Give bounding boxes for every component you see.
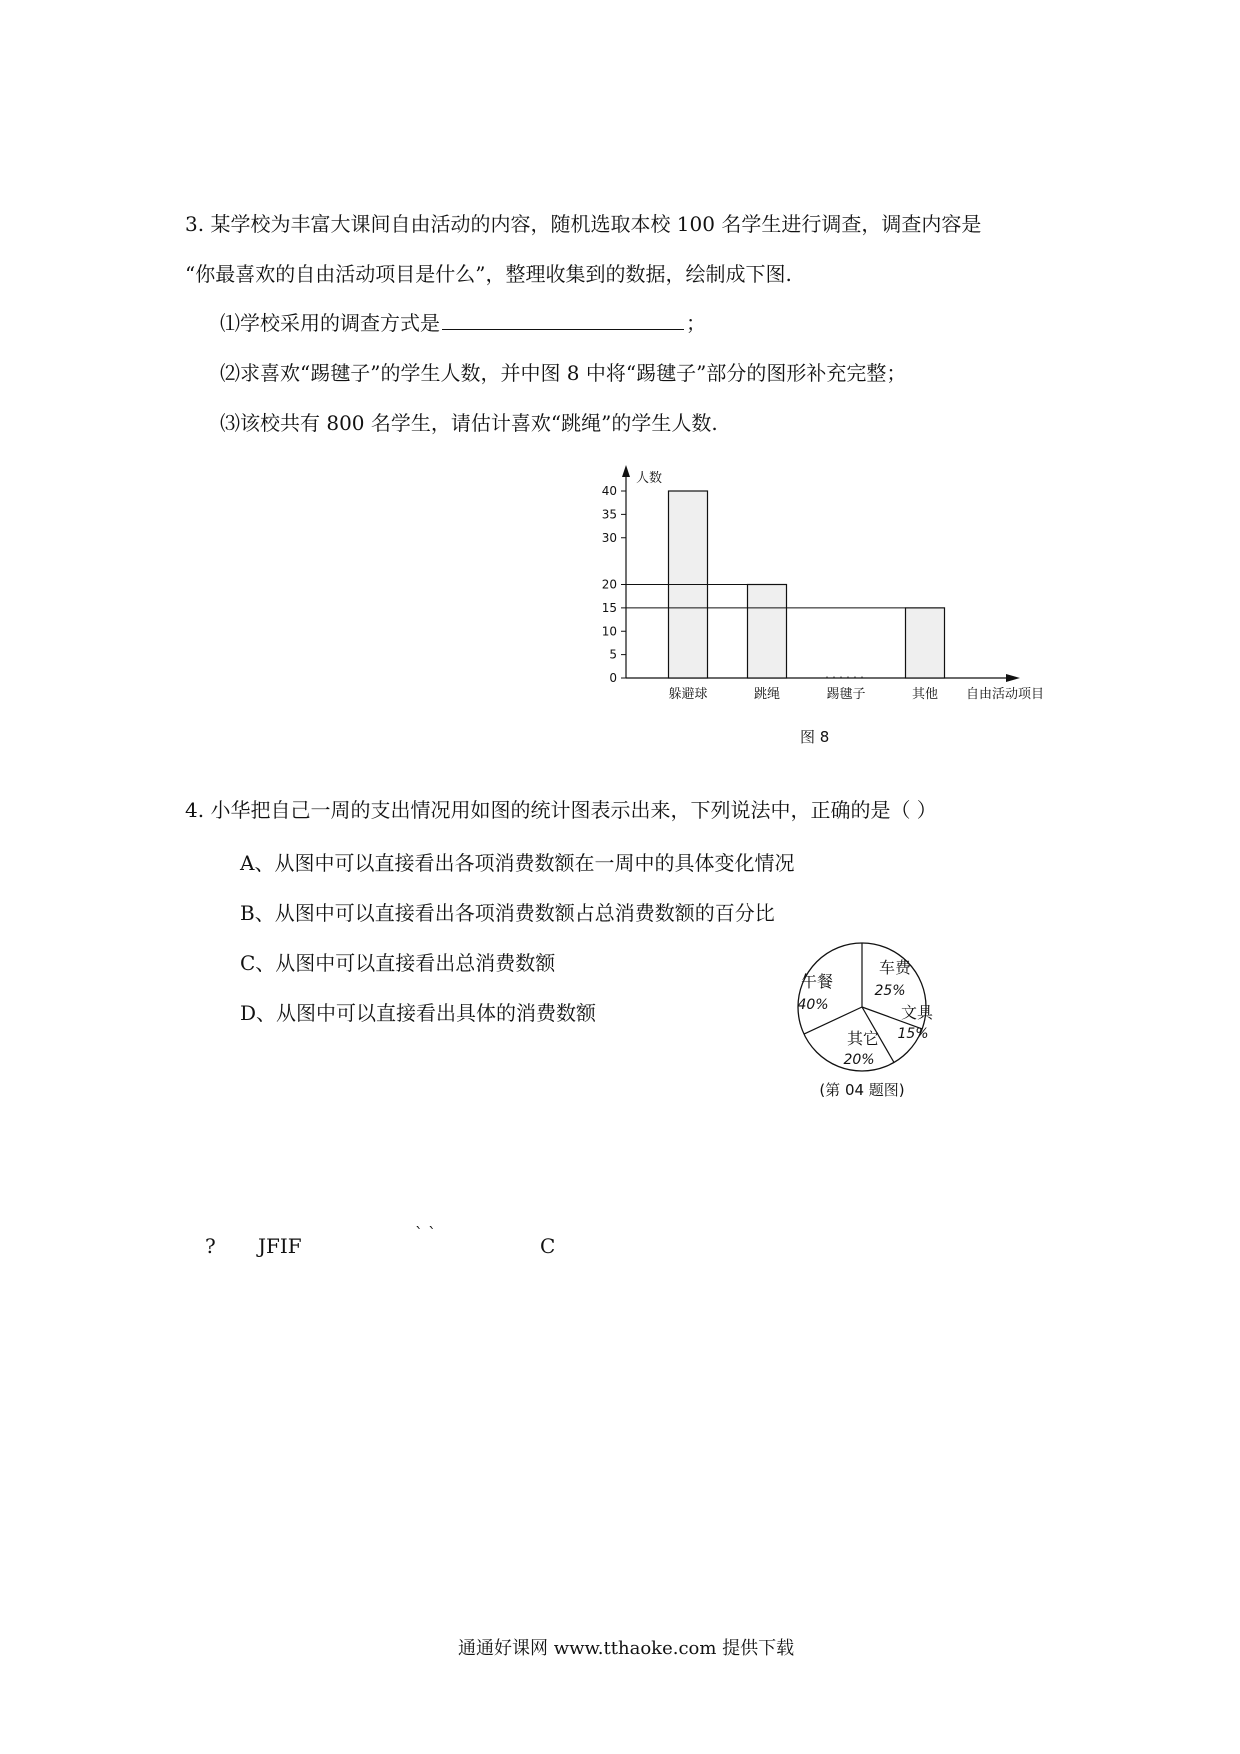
- pie-slice-label: 车费: [878, 958, 912, 977]
- y-tick-label: 35: [601, 507, 617, 522]
- q3-sub1-prefix: ⑴学校采用的调查方式是: [220, 311, 440, 335]
- category-label: 踢毽子: [826, 687, 866, 702]
- y-tick-label: 15: [601, 600, 617, 615]
- q3-line1: 3. 某学校为丰富大课间自由活动的内容，随机选取本校 100 名学生进行调查，调查内容是: [185, 212, 982, 236]
- artifact-question-mark: ?: [205, 1234, 216, 1258]
- q3-sub1: [220, 310, 706, 336]
- y-tick-label: 0: [609, 671, 617, 685]
- y-tick-label: 40: [601, 484, 617, 498]
- q4-option-d: D、从图中可以直接看出具体的消费数额: [240, 1001, 597, 1025]
- bar: [748, 585, 787, 679]
- y-tick-label: 30: [601, 530, 617, 545]
- pie-slice-value: 40%: [797, 997, 829, 1013]
- q3-sub1-suffix: ；: [686, 311, 706, 335]
- y-axis-label: 人数: [636, 471, 663, 486]
- pie-slice-value: 15%: [897, 1026, 929, 1042]
- artifact-ticks: ` `: [415, 1224, 437, 1243]
- category-label: 躲避球: [668, 687, 708, 702]
- bar: [906, 608, 945, 678]
- q3-line2: “你最喜欢的自由活动项目是什么”，整理收集到的数据，绘制成下图.: [185, 262, 792, 286]
- pie-slice-value: 20%: [843, 1052, 875, 1068]
- artifact-c: C: [540, 1234, 556, 1258]
- q4-option-b: B、从图中可以直接看出各项消费数额占总消费数额的百分比: [240, 901, 775, 925]
- artifact-jfif: JFIF: [258, 1234, 302, 1258]
- pie-slice-value: 25%: [874, 983, 906, 999]
- y-tick-label: 5: [609, 647, 617, 662]
- q4-stem: 4. 小华把自己一周的支出情况用如图的统计图表示出来，下列说法中，正确的是（ ）: [185, 798, 937, 822]
- q4-option-a: A、从图中可以直接看出各项消费数额在一周中的具体变化情况: [240, 851, 795, 875]
- figure-caption: 图 8: [800, 728, 830, 746]
- pie-slice-label: 午餐: [800, 972, 834, 991]
- pie-slice-label: 文具: [900, 1003, 934, 1022]
- pie-chart: [790, 935, 990, 1125]
- q3-sub2: ⑵求喜欢“踢毽子”的学生人数，并中图 8 中将“踢毽子”部分的图形补充完整；: [220, 361, 907, 385]
- y-axis-arrow: [622, 465, 630, 477]
- bar-chart: [600, 465, 1080, 715]
- answer-blank: [442, 311, 684, 330]
- category-label: 跳绳: [753, 687, 781, 702]
- category-label: 其他: [911, 687, 939, 702]
- pie-caption: (第 04 题图): [819, 1081, 905, 1099]
- x-axis-arrow: [1006, 674, 1020, 682]
- y-tick-label: 20: [601, 577, 617, 592]
- footer-text: 通通好课网 www.tthaoke.com 提供下载: [458, 1638, 795, 1659]
- x-axis-label: 自由活动项目: [966, 687, 1045, 702]
- y-tick-label: 10: [601, 624, 617, 639]
- pie-slice-label: 其它: [846, 1029, 880, 1048]
- q3-sub3: ⑶该校共有 800 名学生，请估计喜欢“跳绳”的学生人数.: [220, 411, 718, 435]
- q4-option-c: C、从图中可以直接看出总消费数额: [240, 951, 556, 975]
